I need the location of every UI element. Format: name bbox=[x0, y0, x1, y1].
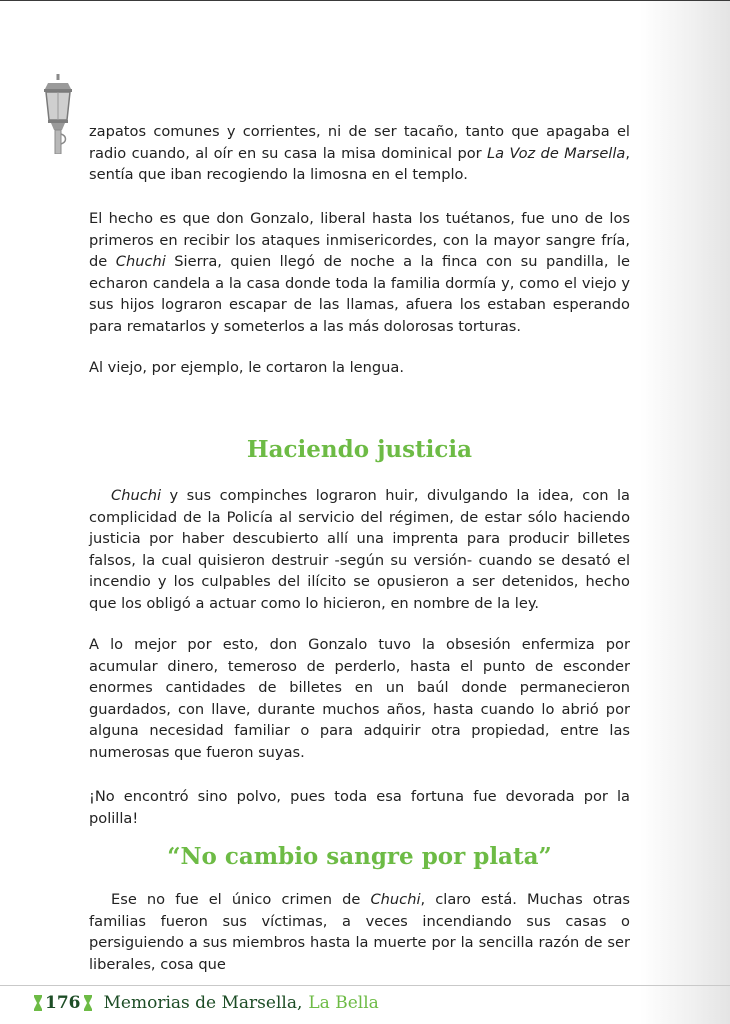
section-heading-2: “No cambio sangre por plata” bbox=[167, 843, 552, 870]
page-number: 176 bbox=[45, 993, 81, 1013]
italic-name: Chuchi bbox=[111, 487, 162, 504]
paragraph-2: El hecho es que don Gonzalo, liberal hasta los tuétanos, fue uno de los primeros en recibir los ataques inmisericordes, con la mayor sangre fría, de Chuchi Sierra, quien llegó de noche a la finca con su pandilla, le echaron candela a la casa donde toda la familia dormía y, como el viejo y sus hijos lograron escapar de las llamas, afuera los estaban esperando para rematarlos y someterlos a las más dolorosas torturas. bbox=[89, 210, 630, 335]
top-border bbox=[0, 0, 730, 1]
page-footer bbox=[32, 990, 379, 1016]
italic-name: Chuchi bbox=[370, 891, 421, 908]
paragraph-7: Ese no fue el único crimen de Chuchi, claro está. Muchas otras familias fueron sus víctimas, a veces incendiando sus casas o persiguiendo a sus miembros hasta la muerte por la sencilla razón de ser liberales, cosa que bbox=[89, 891, 630, 973]
hourglass-ornament-icon bbox=[34, 995, 42, 1011]
paragraph-6: ¡No encontró sino polvo, pues toda esa fortuna fue devorada por la polilla! bbox=[89, 788, 630, 827]
book-subtitle: La Bella bbox=[308, 993, 379, 1013]
section-heading-1: Haciendo justicia bbox=[246, 436, 473, 463]
italic-name: Chuchi bbox=[115, 253, 166, 271]
paragraph-4: Chuchi y sus compinches lograron huir, divulgando la idea, con la complicidad de la Policía al servicio del régimen, de estar sólo haciendo justicia por haber descubierto allí una imprenta para producir billetes falsos, la cual quisieron destruir -según su versión- cuando se desató el incendio y los culpables del ilícito se opusieron a ser detenidos, hecho que los obligó a actuar como lo hicieron, en nombre de la ley. bbox=[89, 487, 630, 612]
footer-divider bbox=[0, 985, 730, 986]
hourglass-ornament-icon bbox=[84, 995, 92, 1011]
paragraph-1: zapatos comunes y corrientes, ni de ser tacaño, tanto que apagaba el radio cuando, al oír en su casa la misa dominical por La Voz de Marsella, sentía que iban recogiendo la limosna en el templo. bbox=[89, 123, 630, 184]
italic-title: La Voz de Marsella bbox=[487, 144, 626, 162]
street-lantern-icon bbox=[40, 74, 76, 154]
book-title: Memorias de Marsella, bbox=[103, 993, 303, 1013]
paragraph-3: Al viejo, por ejemplo, le cortaron la lengua. bbox=[89, 359, 404, 376]
paragraph-5: A lo mejor por esto, don Gonzalo tuvo la obsesión enfermiza por acumular dinero, temeroso de perderlo, hasta el punto de esconder enormes cantidades de billetes en un baúl donde permanecieron guardados, con llave, durante muchos años, hasta cuando lo abrió por alguna necesidad familiar o para adquirir otra propiedad, entre las numerosas que fueron suyas. bbox=[89, 636, 630, 761]
